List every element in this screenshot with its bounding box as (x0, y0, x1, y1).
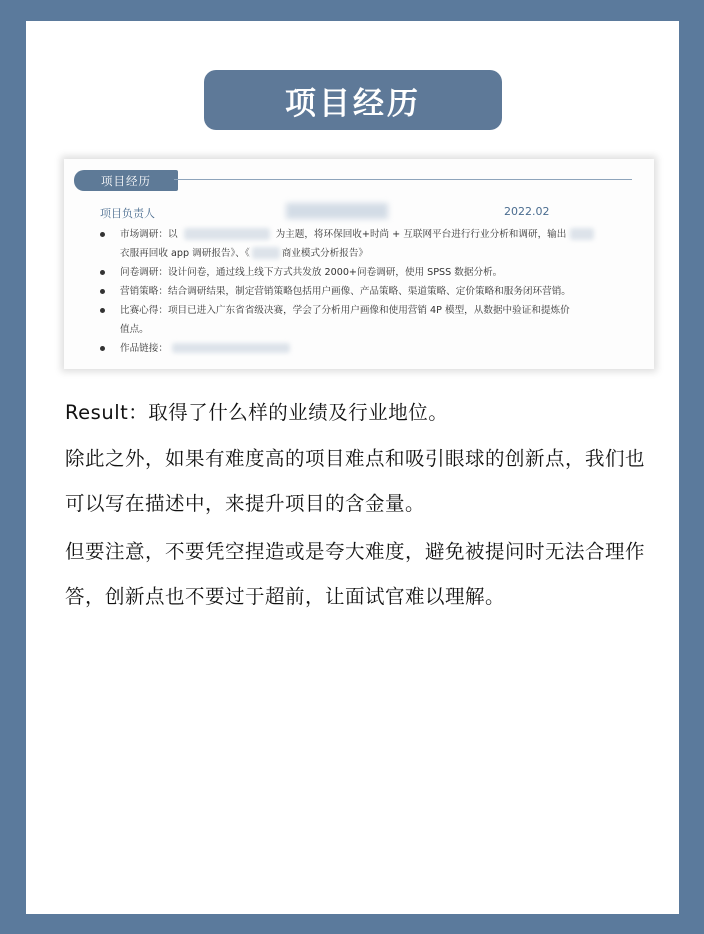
bullet-icon (100, 346, 105, 351)
list-item: 市场调研：以 为主题，将环保回收+时尚 + 互联网平台进行行业分析和调研，输出 (100, 225, 635, 244)
result-paragraph: Result：取得了什么样的业绩及行业地位。 (65, 401, 449, 424)
bullet-icon (100, 308, 105, 313)
list-item: 作品链接： (100, 339, 635, 358)
list-item: 问卷调研：设计问卷，通过线上线下方式共发放 2000+问卷调研，使用 SPSS 数据分析。 (100, 263, 635, 282)
bullet-icon (100, 232, 105, 237)
role-row (100, 205, 600, 221)
role-date: 2022.02 (504, 205, 550, 218)
redacted-link (172, 343, 290, 353)
list-item: 营销策略：结合调研结果，制定营销策略包括用户画像、产品策略、渠道策略、定价策略和服务闭环营销。 (100, 282, 635, 301)
bullet-icon (100, 270, 105, 275)
page-title: 项目经历 (204, 70, 502, 130)
bullet-icon (100, 289, 105, 294)
content-card (26, 21, 679, 914)
list-item: 衣服再回收 app 调研报告》、《 商业模式分析报告》 (120, 248, 369, 259)
body-paragraph-line: 但要注意，不要凭空捏造或是夸大难度，避免被提问时无法合理作 (65, 540, 646, 563)
redacted-project-name (286, 203, 388, 219)
body-paragraph-line: 答，创新点也不要过于超前，让面试官难以理解。 (65, 585, 506, 608)
list-item: 比赛心得：项目已进入广东省省级决赛，学会了分析用户画像和使用营销 4P 模型，从数据中验证和提炼价 (100, 301, 635, 320)
redacted-text (570, 228, 594, 240)
body-paragraph-line: 除此之外，如果有难度高的项目难点和吸引眼球的创新点，我们也 (65, 447, 646, 470)
resume-section-tab: 项目经历 (74, 170, 178, 191)
list-item: 值点。 (120, 324, 149, 335)
section-divider (174, 179, 632, 180)
redacted-text (252, 247, 280, 259)
role-title: 项目负责人 (100, 207, 155, 220)
redacted-text (184, 228, 270, 240)
resume-snippet (64, 159, 654, 369)
body-paragraph-line: 可以写在描述中，来提升项目的含金量。 (65, 492, 426, 515)
resume-bullet-list (100, 225, 635, 358)
